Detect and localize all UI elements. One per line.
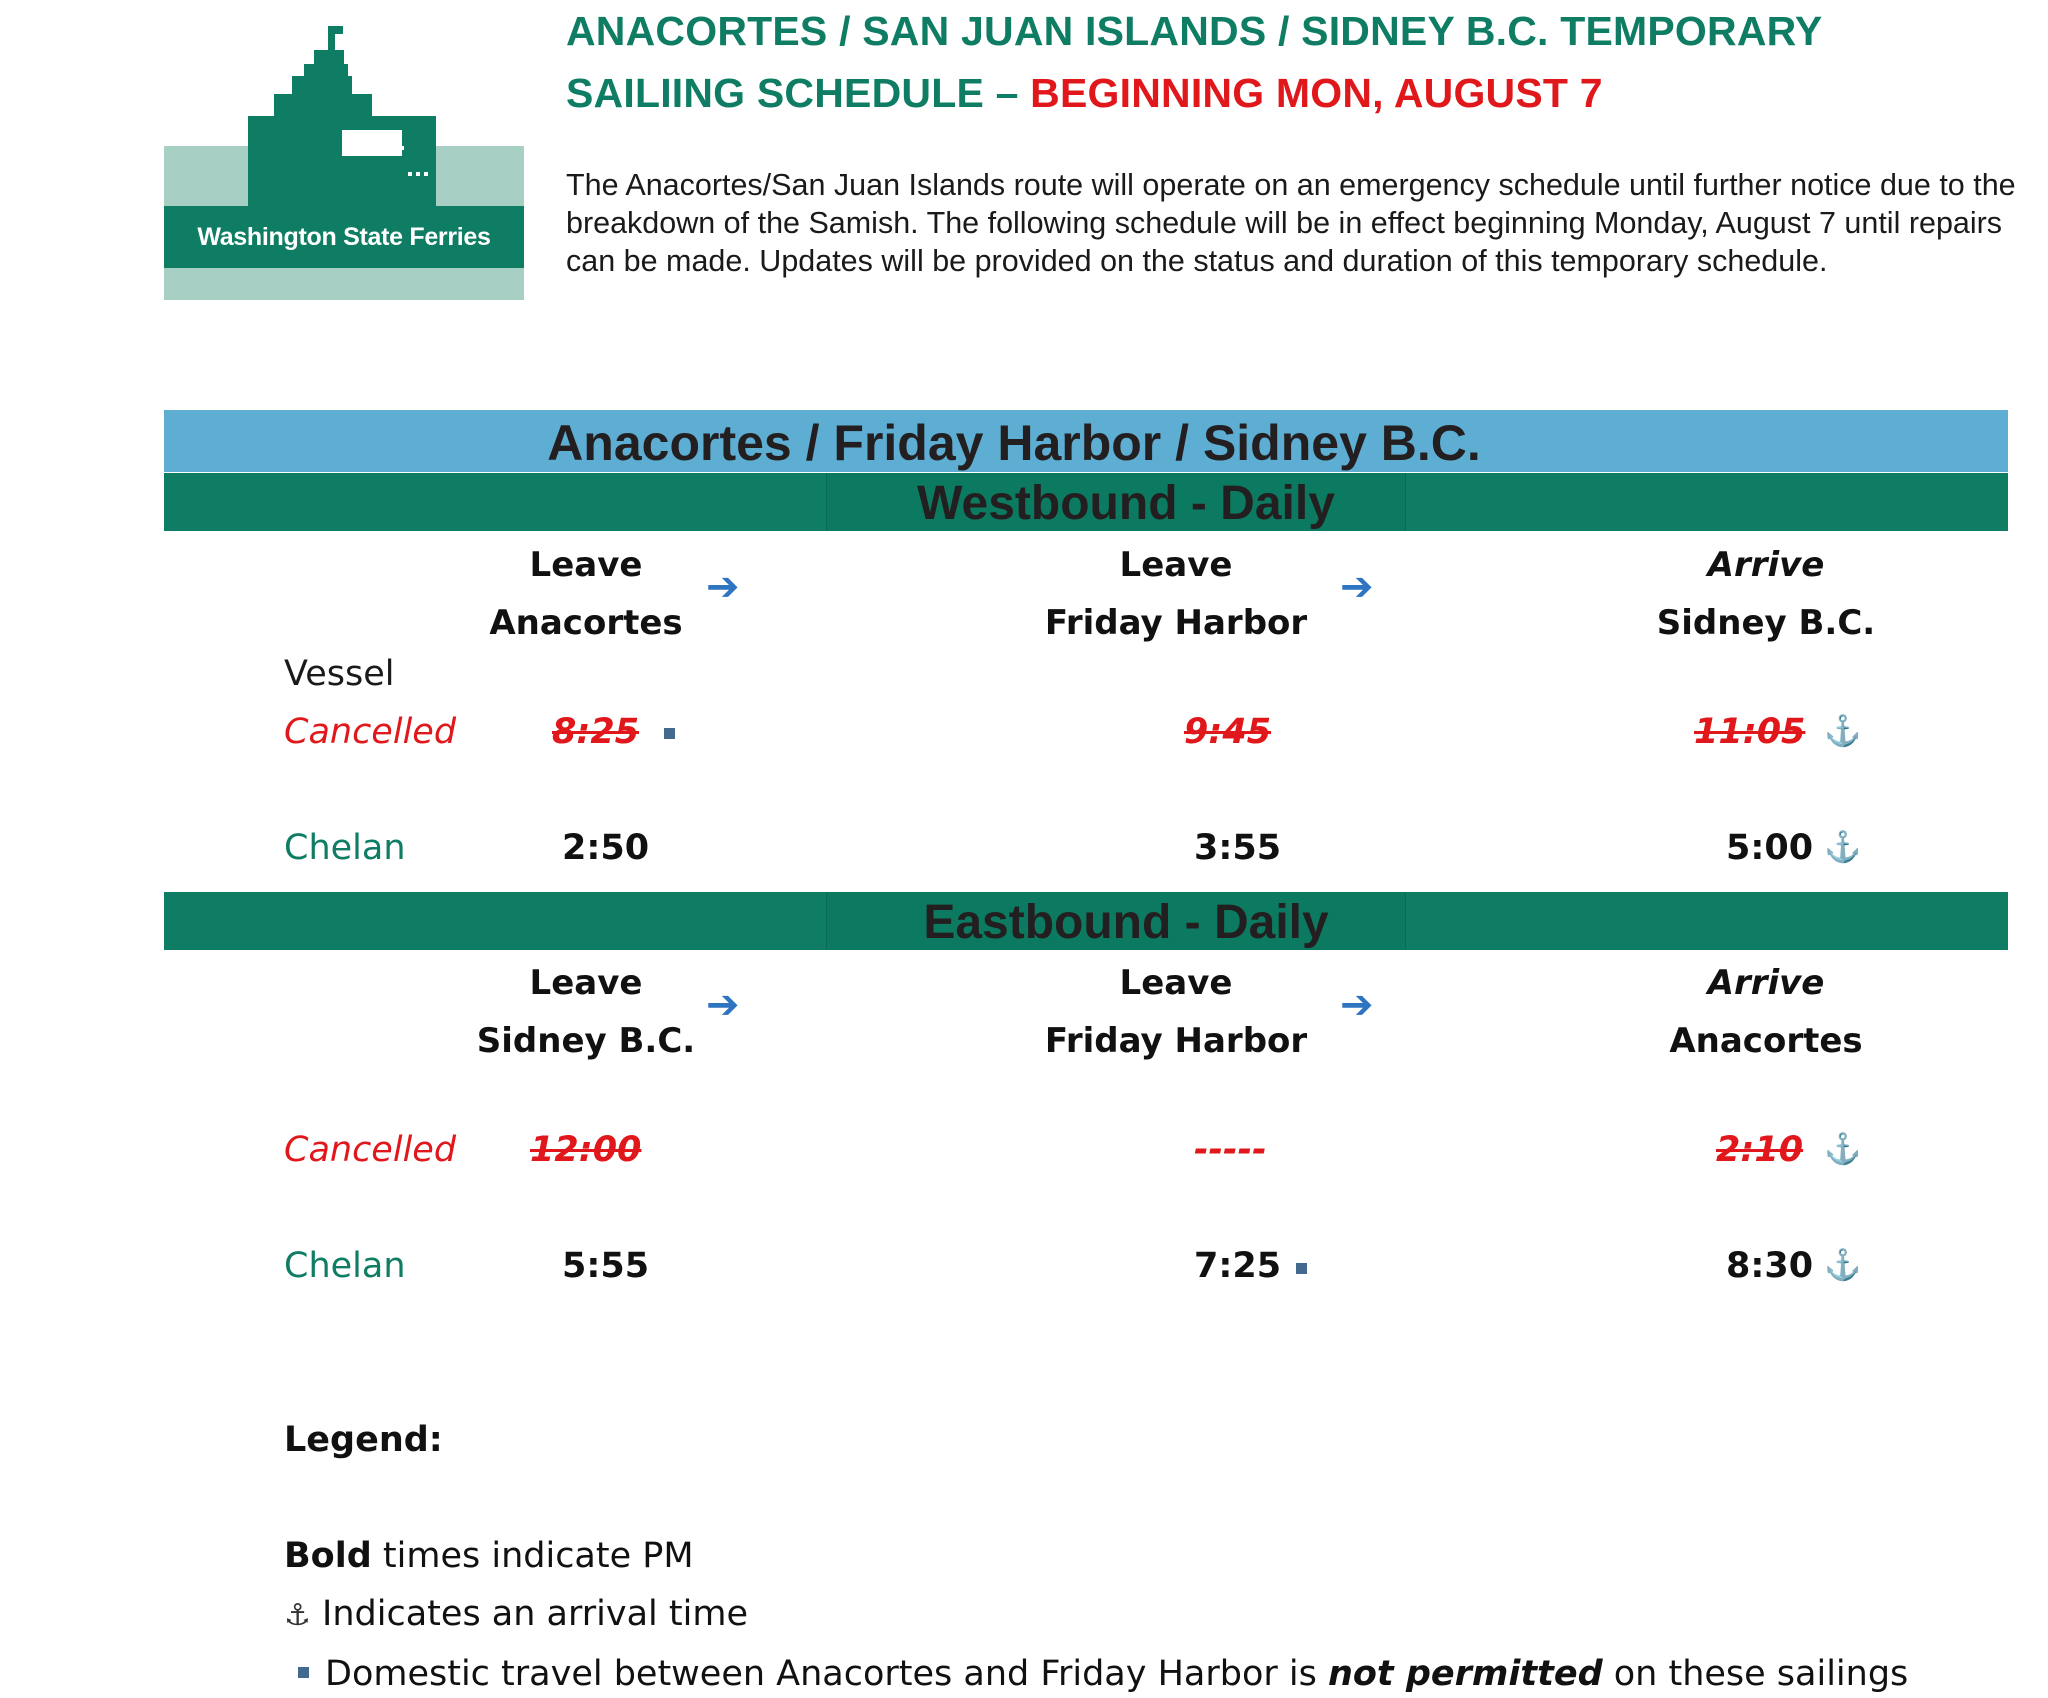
col-place: Anacortes [489, 603, 683, 643]
intro-paragraph: The Anacortes/San Juan Islands route will operate on an emergency schedule until further notice due to the breakdown of the Samish. The following schedule will be in effect beginning Monday, August 7 until repairs can be made. Updates will be provided on the status and duration of this temporary schedule. [566, 168, 2016, 278]
logo-text: Washington State Ferries [197, 223, 491, 251]
time-pm: 2:50 [562, 828, 650, 868]
col-verb: Leave [1119, 545, 1233, 585]
route-title: Anacortes / Friday Harbor / Sidney B.C. [547, 415, 1481, 471]
col-verb: Leave [1119, 963, 1233, 1003]
westbound-title: Westbound - Daily [917, 477, 1335, 530]
eastbound-col2-header [966, 954, 1386, 1070]
col-place: Sidney B.C. [476, 1021, 696, 1061]
legend-anchor-item [284, 1594, 748, 1634]
eastbound-title: Eastbound - Daily [923, 896, 1329, 949]
anchor-icon: ⚓ [1824, 831, 1862, 864]
legend-anchor-text: Indicates an arrival time [322, 1594, 748, 1634]
ferry-icon [164, 22, 524, 208]
col-verb: Leave [529, 545, 643, 585]
vessel-name-cancelled: Cancelled [284, 712, 457, 752]
col-verb: Arrive [1707, 963, 1825, 1003]
col-verb: Arrive [1707, 545, 1825, 585]
anchor-icon: ⚓ [284, 1598, 311, 1633]
arrow-icon: ➔ [1340, 564, 1374, 610]
logo-band-bottom [164, 268, 524, 300]
vessel-column-label: Vessel [284, 654, 395, 694]
col-place: Anacortes [1669, 1021, 1863, 1061]
no-domestic-square-icon [298, 1667, 309, 1678]
legend-bold-text: times indicate PM [371, 1536, 694, 1576]
anchor-icon: ⚓ [1824, 1133, 1862, 1166]
time-pm: 3:55 [1194, 828, 1282, 868]
arrow-icon: ➔ [706, 564, 740, 610]
wsf-logo [164, 22, 524, 300]
legend-domestic-item [284, 1654, 1908, 1694]
time-struck: 11:05 [1694, 712, 1806, 752]
time-pm: 8:30 [1726, 1246, 1814, 1286]
time-struck: 2:10 [1716, 1130, 1804, 1170]
no-domestic-square-icon [1296, 1263, 1307, 1274]
legend-title: Legend: [284, 1420, 443, 1460]
no-sailing-dashes: ----- [1194, 1130, 1267, 1170]
westbound-col3-header [1556, 536, 1976, 652]
eastbound-col3-header [1556, 954, 1976, 1070]
legend-domestic-post: on these sailings [1602, 1654, 1909, 1694]
time-struck: 12:00 [530, 1130, 642, 1170]
vessel-name-cancelled: Cancelled [284, 1130, 457, 1170]
legend-domestic-pre: Domestic travel between Anacortes and Friday Harbor is [325, 1654, 1328, 1694]
anchor-icon: ⚓ [1824, 715, 1862, 748]
anchor-icon: ⚓ [1824, 1249, 1862, 1282]
schedule-title-red: BEGINNING MON, AUGUST 7 [1030, 70, 1603, 116]
legend-bold-word: Bold [284, 1536, 372, 1576]
vessel-name: Chelan [284, 1246, 406, 1286]
col-place: Friday Harbor [1044, 603, 1308, 643]
col-verb: Leave [529, 963, 643, 1003]
legend-bold-item [284, 1536, 694, 1576]
time-pm: 5:55 [562, 1246, 650, 1286]
arrow-icon: ➔ [1340, 982, 1374, 1028]
time-struck: 8:25 [552, 712, 640, 752]
time-struck: 9:45 [1184, 712, 1272, 752]
col-place: Sidney B.C. [1656, 603, 1876, 643]
arrow-icon: ➔ [706, 982, 740, 1028]
time-pm: 5:00 [1726, 828, 1814, 868]
time-pm: 7:25 [1194, 1246, 1282, 1286]
col-place: Friday Harbor [1044, 1021, 1308, 1061]
vessel-name: Chelan [284, 828, 406, 868]
schedule-title-line-1: ANACORTES / SAN JUAN ISLANDS / SIDNEY B.C. TEMPORARY [566, 8, 1823, 54]
no-domestic-square-icon [664, 728, 675, 739]
schedule-title-green: SAILIING SCHEDULE – [566, 70, 1019, 116]
schedule-title-line-2 [566, 70, 1603, 117]
westbound-col2-header [966, 536, 1386, 652]
legend-domestic-emphasis: not permitted [1327, 1654, 1603, 1694]
